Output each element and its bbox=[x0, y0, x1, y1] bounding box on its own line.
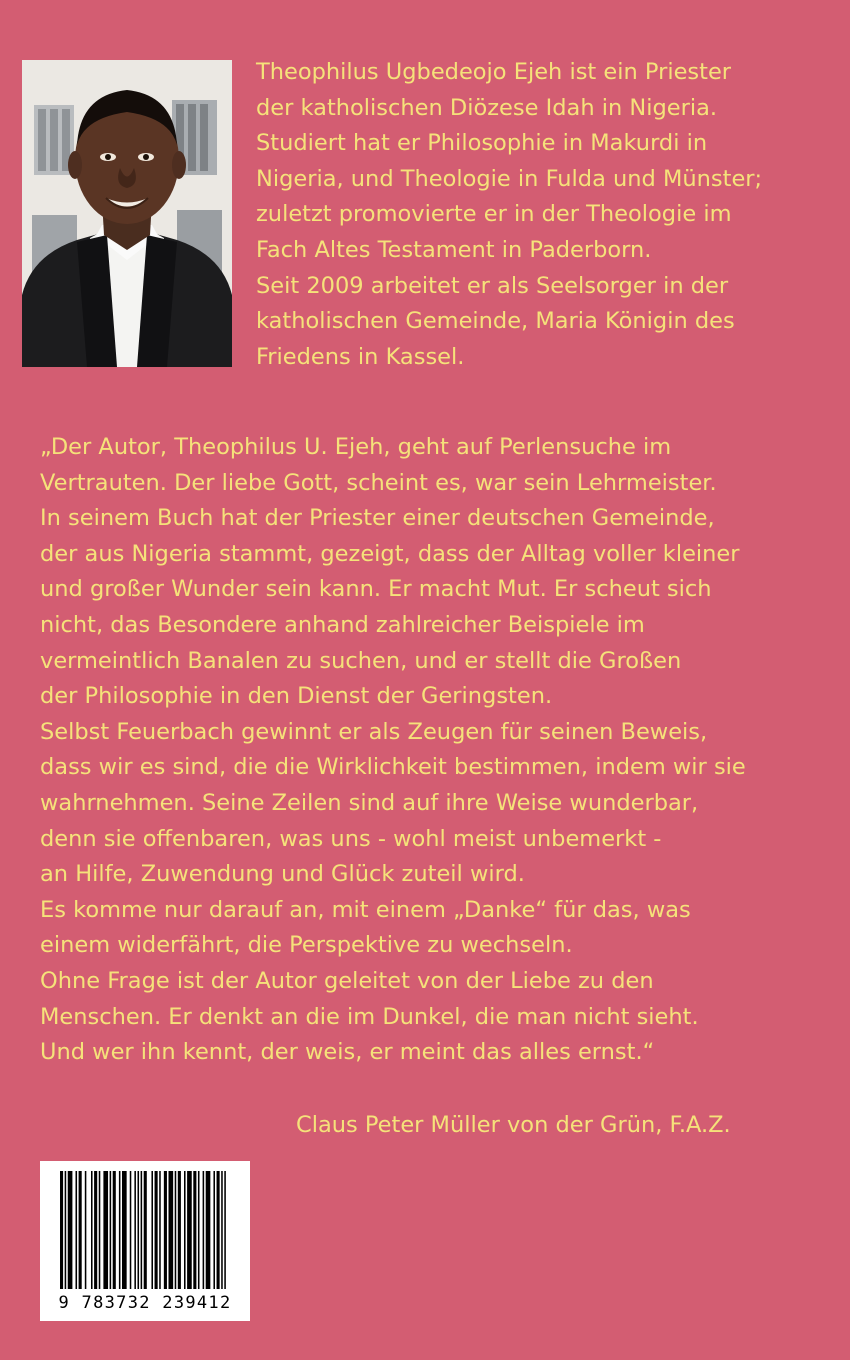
barcode-bar bbox=[178, 1171, 181, 1289]
barcode-bar bbox=[141, 1171, 143, 1289]
barcode-bar bbox=[99, 1171, 101, 1289]
isbn-number: 9 783732 239412 bbox=[58, 1293, 232, 1313]
barcode-bar bbox=[94, 1171, 97, 1289]
bio-line: der katholischen Diözese Idah in Nigeria. bbox=[256, 94, 718, 121]
barcode-bar bbox=[221, 1171, 223, 1289]
quote-line: vermeintlich Banalen zu suchen, und er stellt die Großen bbox=[40, 647, 682, 674]
quote-line: dass wir es sind, die die Wirklichkeit bestimmen, indem wir sie bbox=[40, 754, 746, 781]
quote-line: Menschen. Er denkt an die im Dunkel, die man nicht sieht. bbox=[40, 1003, 699, 1030]
barcode-bar bbox=[119, 1171, 121, 1289]
quote-line: wahrnehmen. Seine Zeilen sind auf ihre Weise wunderbar, bbox=[40, 789, 699, 816]
barcode-bar bbox=[217, 1171, 220, 1289]
barcode-bar bbox=[79, 1171, 82, 1289]
quote-line: In seinem Buch hat der Priester einer deutschen Gemeinde, bbox=[40, 505, 715, 532]
quote-line: an Hilfe, Zuwendung und Glück zuteil wird. bbox=[40, 861, 525, 888]
barcode-bar bbox=[184, 1171, 186, 1289]
quote-line: Ohne Frage ist der Autor geleitet von der Liebe zu den bbox=[40, 967, 654, 994]
quote-line: der aus Nigeria stammt, gezeigt, dass der Alltag voller kleiner bbox=[40, 540, 740, 567]
barcode-bar bbox=[159, 1171, 161, 1289]
barcode-bar bbox=[110, 1171, 112, 1289]
barcode-bar bbox=[206, 1171, 211, 1289]
barcode-bar bbox=[144, 1171, 147, 1289]
barcode-bar bbox=[164, 1171, 167, 1289]
quote-line: Es komme nur darauf an, mit einem „Danke“ für das, was bbox=[40, 896, 691, 923]
bio-line: Friedens in Kassel. bbox=[256, 343, 465, 370]
author-photo bbox=[22, 60, 232, 367]
quote-line: nicht, das Besondere anhand zahlreicher Beispiele im bbox=[40, 611, 645, 638]
barcode-bar bbox=[122, 1171, 127, 1289]
barcode-bar bbox=[224, 1171, 226, 1289]
bio-line: Studiert hat er Philosophie in Makurdi in bbox=[256, 130, 708, 157]
barcode-bar bbox=[175, 1171, 177, 1289]
barcode-bar bbox=[65, 1171, 67, 1289]
barcode-bar bbox=[138, 1171, 140, 1289]
bio-line: Theophilus Ugbedeojo Ejeh ist ein Priester bbox=[256, 59, 732, 85]
isbn-barcode bbox=[40, 1161, 250, 1321]
barcode-bar bbox=[151, 1171, 153, 1289]
barcode-bar bbox=[85, 1171, 87, 1289]
bio-line: Nigeria, und Theologie in Fulda und Münster; bbox=[256, 165, 763, 192]
quote-attribution: Claus Peter Müller von der Grün, F.A.Z. bbox=[296, 1112, 731, 1138]
bio-line: katholischen Gemeinde, Maria Königin des bbox=[256, 308, 735, 335]
bio-line: Fach Altes Testament in Paderborn. bbox=[256, 236, 652, 263]
barcode-bar bbox=[76, 1171, 78, 1289]
barcode-bar bbox=[91, 1171, 93, 1289]
quote-line: Und wer ihn kennt, der weis, er meint das alles ernst.“ bbox=[40, 1039, 655, 1066]
barcode-bar bbox=[103, 1171, 108, 1289]
quote-line: denn sie offenbaren, was uns - wohl meist unbemerkt - bbox=[40, 825, 662, 852]
quote-line: „Der Autor, Theophilus U. Ejeh, geht auf Perlensuche im bbox=[40, 434, 672, 460]
barcode-bar bbox=[155, 1171, 158, 1289]
quote-line: der Philosophie in den Dienst der Geringsten. bbox=[40, 683, 553, 710]
bio-line: Seit 2009 arbeitet er als Seelsorger in der bbox=[256, 272, 729, 299]
review-quote bbox=[40, 430, 840, 1071]
barcode-bar bbox=[198, 1171, 200, 1289]
quote-line: und großer Wunder sein kann. Er macht Mut. Er scheut sich bbox=[40, 576, 712, 603]
barcode-bar bbox=[68, 1171, 73, 1289]
author-bio bbox=[256, 55, 841, 375]
barcode-bar bbox=[130, 1171, 132, 1289]
barcode-bar bbox=[113, 1171, 116, 1289]
barcode-bar bbox=[203, 1171, 205, 1289]
author-portrait-icon bbox=[22, 60, 232, 367]
bio-line: zuletzt promovierte er in der Theologie im bbox=[256, 201, 732, 228]
barcode-bar bbox=[193, 1171, 196, 1289]
barcode-bar bbox=[187, 1171, 192, 1289]
barcode-bar bbox=[213, 1171, 215, 1289]
barcode-bar bbox=[169, 1171, 174, 1289]
barcode-bar bbox=[134, 1171, 136, 1289]
barcode-bar bbox=[60, 1171, 63, 1289]
quote-line: einem widerfährt, die Perspektive zu wechseln. bbox=[40, 932, 573, 959]
quote-line: Vertrauten. Der liebe Gott, scheint es, war sein Lehrmeister. bbox=[40, 469, 717, 496]
quote-line: Selbst Feuerbach gewinnt er als Zeugen für seinen Beweis, bbox=[40, 718, 708, 745]
